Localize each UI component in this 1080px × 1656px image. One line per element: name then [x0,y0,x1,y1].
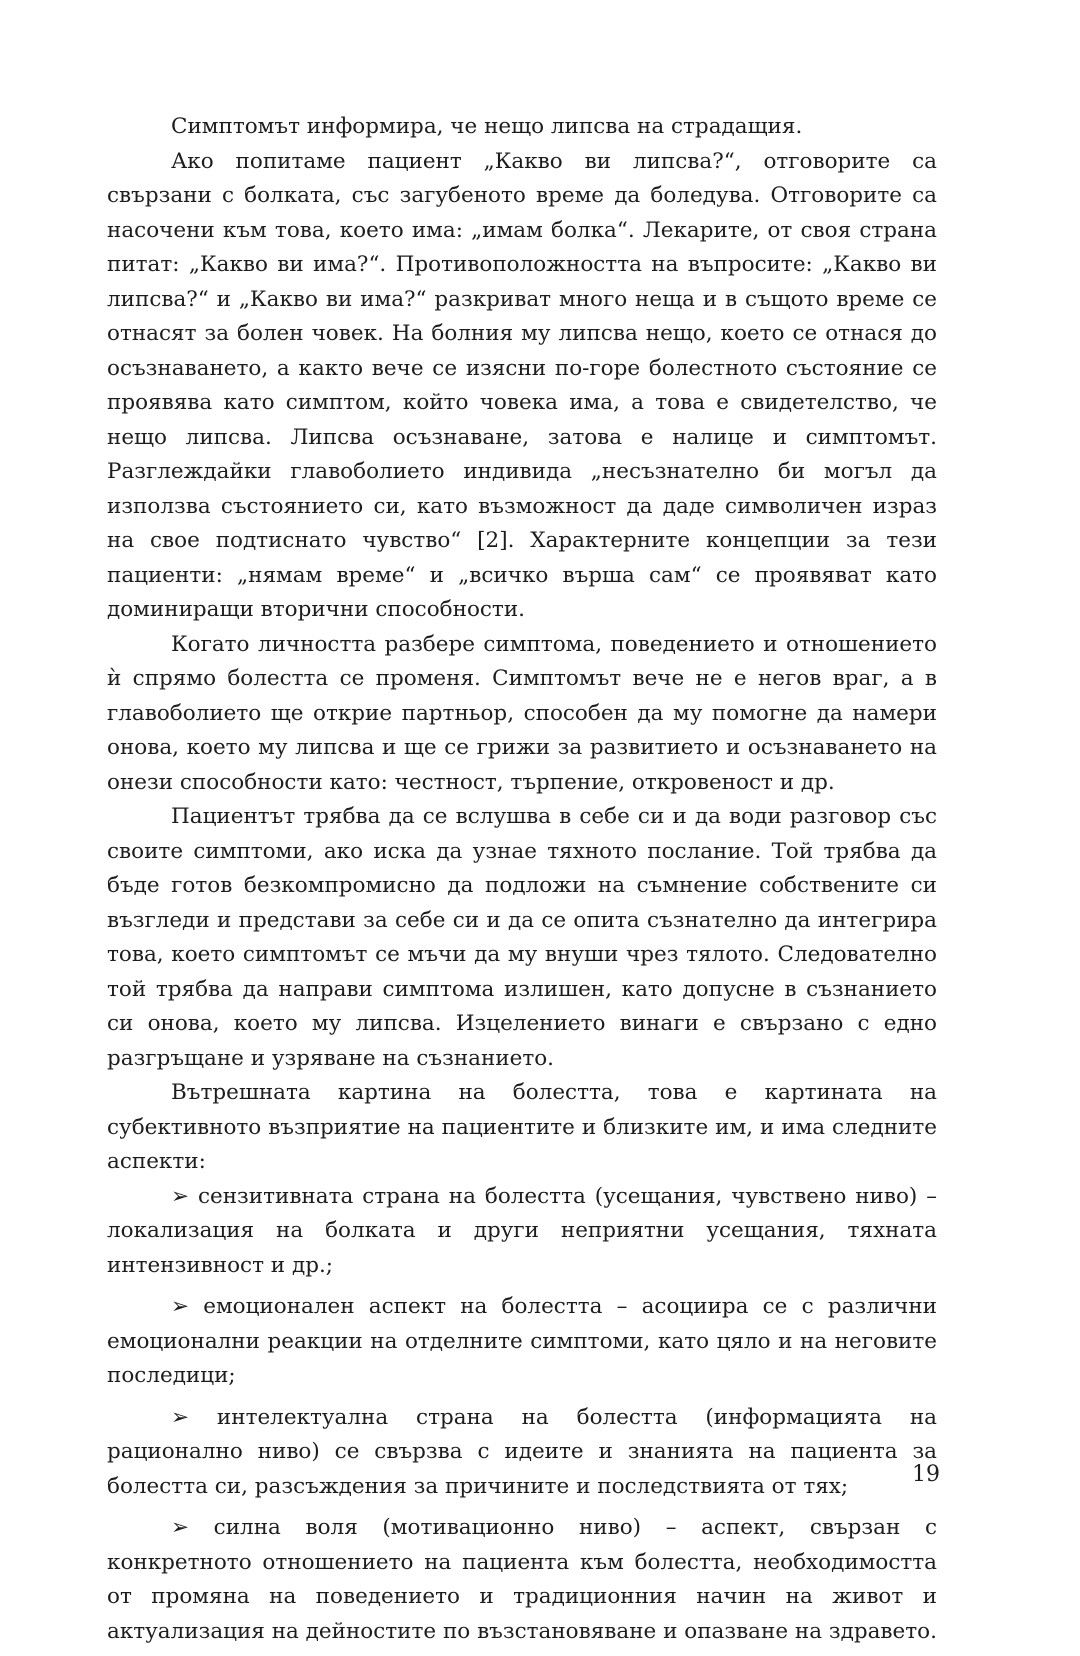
body-text [107,110,937,1656]
paragraph-1: Симптомът информира, че нещо липсва на страдащия. [171,114,803,139]
arrowhead-bullet-icon: ➢ [171,1294,190,1319]
bullet-item-emotional [107,1290,937,1394]
bullet-item-volitional [107,1511,937,1649]
paragraph-2: Ако попитаме пациент „Какво ви липсва?“, отговорите са свързани с болката, със загубеното време да боледува. Отговорите са насочени към това, което има: „имам болка“. Лекарите, от своя страна питат: „Какво ви има?“. Противоположността на въпросите: „Какво ви липсва?“ и „Какво ви има?“ разкриват много неща и в същото време се отнасят за болен човек. На болния му липсва нещо, което се отнася до осъзнаването, а както вече се изясни по-горе болестното състояние се проявява като симптом, който човека има, а това е свидетелство, че нещо липсва. Липсва осъзнаване, затова е налице и симптомът. Разглеждайки главоболието индивида „несъзнателно би могъл да използва състоянието си, като възможност да даде символичен израз на свое подтиснато чувство“ [2]. Характерните концепции за тези пациенти: „нямам време“ и „всичко върша сам“ се проявяват като доминиращи вторични способности. [107,148,937,622]
arrowhead-bullet-icon: ➢ [171,1515,190,1540]
bullet-item-sensitive [107,1180,937,1284]
paragraph-4: Пациентът трябва да се вслушва в себе си и да води разговор със своите симптоми, ако иска да узнае тяхното послание. Той трябва да бъде готов безкомпромисно да подложи на съмнение собствените си възгледи и представи за себе си и да се опита съзнателно да интегрира това, което симптомът се мъчи да му внуши чрез тялото. Следователно той трябва да направи симптома излишен, като допусне в съзнанието си онова, което му липсва. Изцелението винаги е свързано с едно разгръщане и узряване на съзнанието. [107,804,937,1071]
bullet-item-intellectual [107,1401,937,1505]
arrowhead-bullet-icon: ➢ [171,1404,190,1430]
paragraph-5: Вътрешната картина на болестта, това е картината на субективното възприятие на пациентите и близките им, и има следните аспекти: [107,1080,937,1174]
bullet-text: сензитивната страна на болестта (усещания, чувствено ниво) – локализация на болката и други неприятни усещания, тяхната интензивност и др.; [107,1183,937,1278]
arrowhead-bullet-icon: ➢ [171,1183,190,1209]
bullet-text: емоционален аспект на болестта – асоциира се с различни емоционални реакции на отделните симптоми, като цяло и на неговите последици; [107,1294,937,1388]
bullet-text: интелектуална страна на болестта (информацията на рационално ниво) се свързва с идеите и знанията на пациента за болестта си, разсъждения за причините и последствията от тях; [107,1404,937,1499]
bullet-text: силна воля (мотивационно ниво) – аспект, свързан с конкретното отношението на пациента към болестта, необходимостта от промяна на поведението и традиционния начин на живот и актуализация на дейностите по възстановяване и опазване на здравето. [107,1515,937,1644]
paragraph-3: Когато личността разбере симптома, поведението и отношението ѝ спрямо болестта се променя. Симптомът вече не е негов враг, а в главоболието ще открие партньор, способен да му помогне да намери онова, което му липсва и ще се грижи за развитието и осъзнаването на онези способности като: честност, търпение, откровеност и др. [107,631,937,795]
page-number: 19 [912,1462,940,1487]
